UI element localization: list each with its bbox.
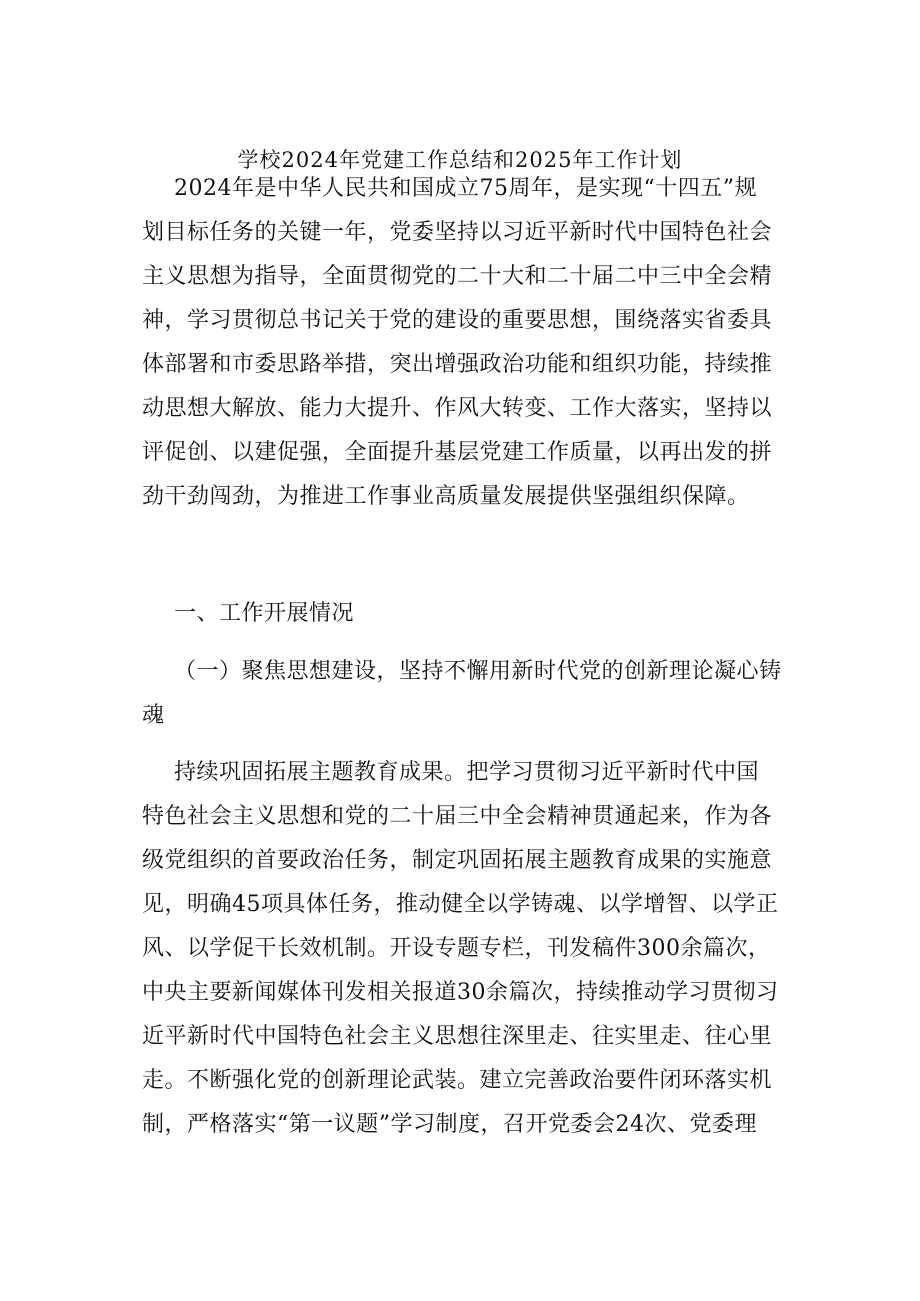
document-title: 学校2024年党建工作总结和2025年工作计划 <box>237 148 683 172</box>
paragraph-line: 走。不断强化党的创新理论武装。建立完善政治要件闭环落实机 <box>142 1068 773 1093</box>
section-heading <box>142 592 782 636</box>
paragraph-line: 级党组织的首要政治任务，制定巩固拓展主题教育成果的实施意 <box>142 848 773 873</box>
paragraph-line: 近平新时代中国特色社会主义思想往深里走、往实里走、往心里 <box>142 1024 773 1049</box>
paragraph-line: 特色社会主义思想和党的二十届三中全会精神贯通起来，作为各 <box>142 804 773 829</box>
paragraph-line: 神，学习贯彻总书记关于党的建设的重要思想，围绕落实省委具 <box>142 308 773 333</box>
paragraph-line: 见，明确45项具体任务，推动健全以学铸魂、以学增智、以学正 <box>142 892 779 917</box>
body-paragraph <box>142 751 782 1147</box>
paragraph-line: 风、以学促干长效机制。开设专题专栏，刊发稿件300余篇次， <box>142 936 771 961</box>
paragraph-line: 动思想大解放、能力大提升、作风大转变、工作大落实，坚持以 <box>142 396 773 421</box>
section-heading-text: 一、工作开展情况 <box>174 601 355 626</box>
subsection-heading-line: （一）聚焦思想建设，坚持不懈用新时代党的创新理论凝心铸 <box>174 659 782 684</box>
paragraph-line: 制，严格落实“第一议题”学习制度，召开党委会24次、党委理 <box>142 1112 757 1137</box>
paragraph-line: 体部署和市委思路举措，突出增强政治功能和组织功能，持续推 <box>142 352 773 377</box>
paragraph-line: 划目标任务的关键一年，党委坚持以习近平新时代中国特色社会 <box>142 220 773 245</box>
paragraph-line: 中央主要新闻媒体刊发相关报道30余篇次，持续推动学习贯彻习 <box>142 980 779 1005</box>
paragraph-line: 持续巩固拓展主题教育成果。把学习贯彻习近平新时代中国 <box>174 760 760 785</box>
paragraph-line: 2024年是中华人民共和国成立75周年，是实现“十四五”规 <box>174 176 757 201</box>
paragraph-line: 主义思想为指导，全面贯彻党的二十大和二十届二中三中全会精 <box>142 264 773 289</box>
subsection-heading <box>142 650 782 738</box>
intro-paragraph <box>142 167 782 519</box>
subsection-heading-line: 魂 <box>142 703 165 728</box>
paragraph-line: 劲干劲闯劲，为推进工作事业高质量发展提供坚强组织保障。 <box>142 484 750 509</box>
paragraph-line: 评促创、以建促强，全面提升基层党建工作质量，以再出发的拼 <box>142 440 773 465</box>
